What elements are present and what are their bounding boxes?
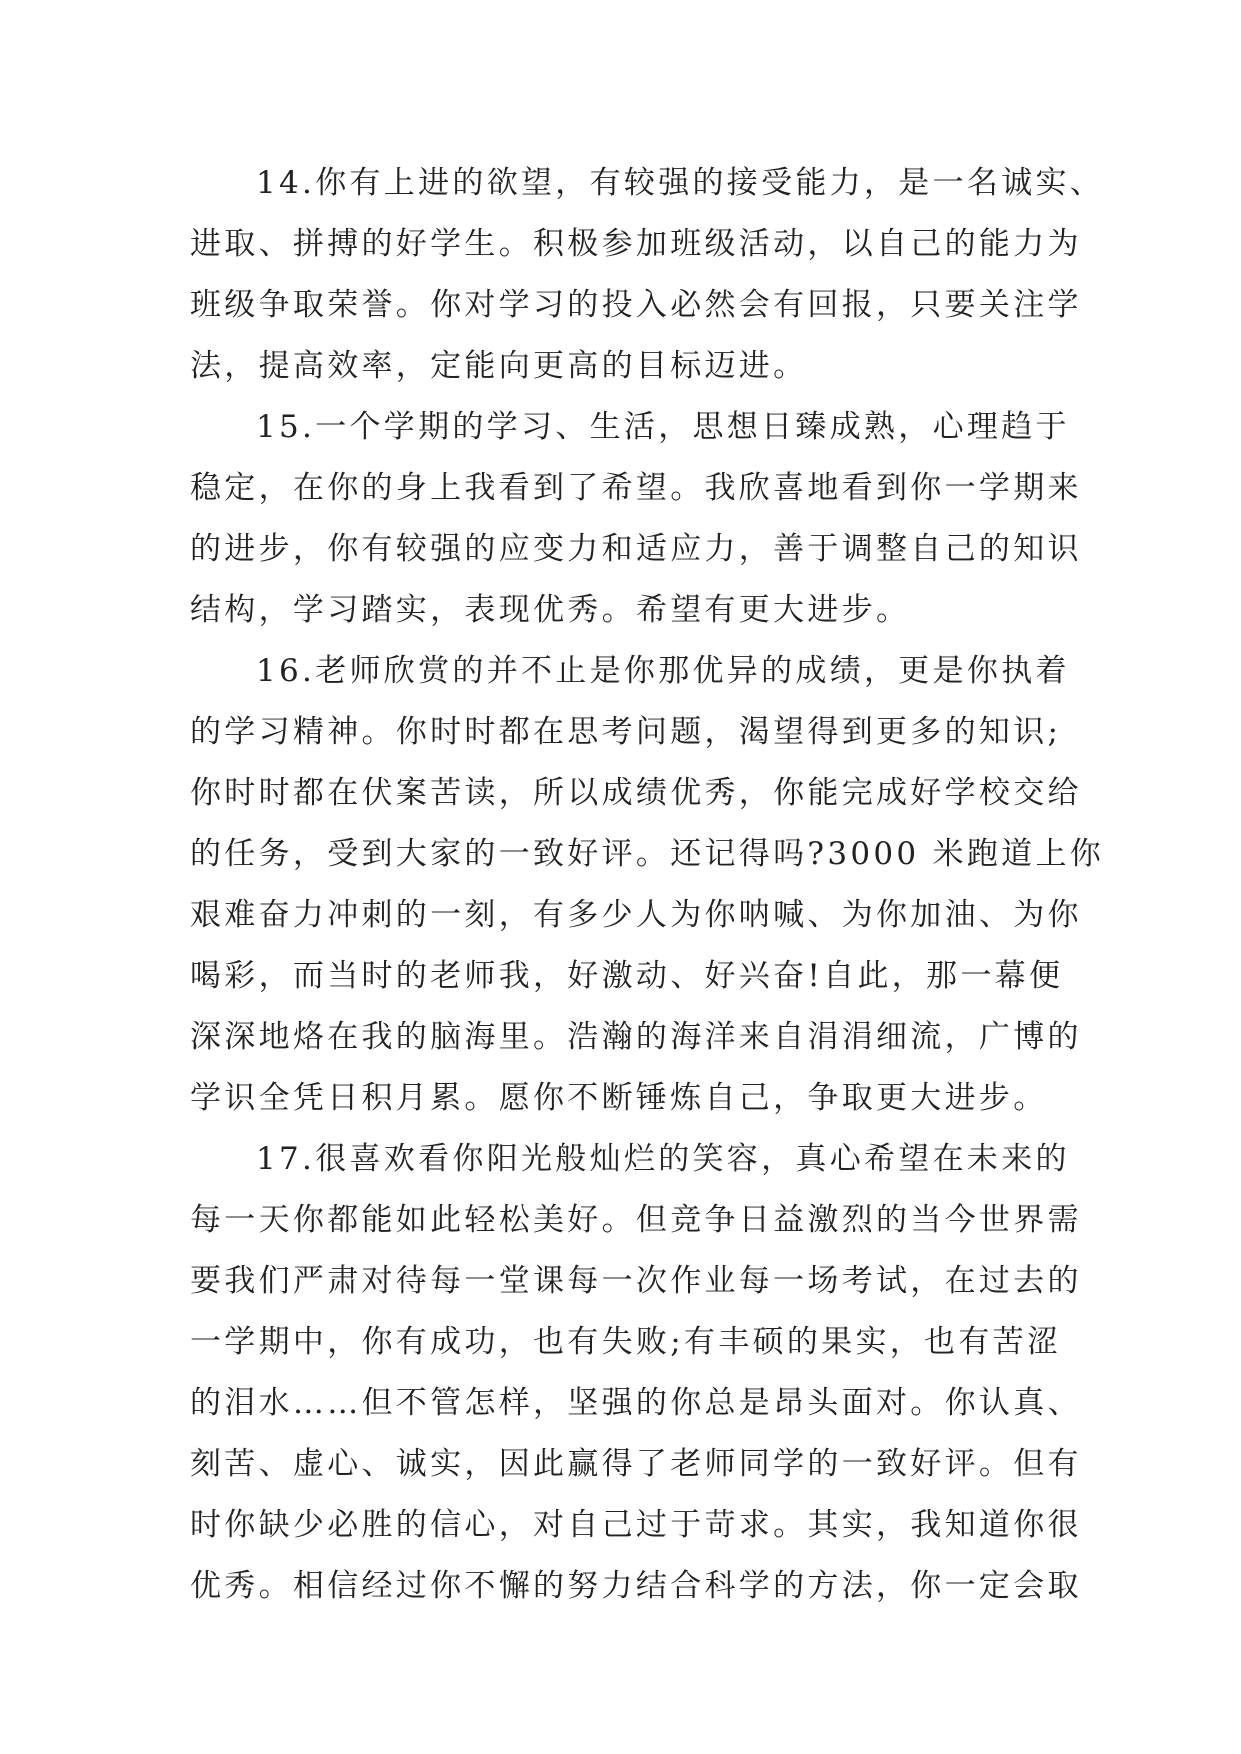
paragraph-14-line: 法，提高效率，定能向更高的目标迈进。	[190, 348, 808, 384]
paragraph-17-line: 的泪水……但不管怎样，坚强的你总是昂头面对。你认真、	[190, 1385, 1082, 1421]
paragraph-15-line: 稳定，在你的身上我看到了希望。我欣喜地看到你一学期来	[190, 470, 1082, 506]
paragraph-17-line: 一学期中，你有成功，也有失败;有丰硕的果实，也有苦涩	[190, 1324, 1062, 1360]
paragraph-16-line: 的任务，受到大家的一致好评。还记得吗?3000 米跑道上你	[190, 836, 1105, 872]
paragraph-16-line: 喝彩，而当时的老师我，好激动、好兴奋!自此，那一幕便	[190, 958, 1064, 994]
paragraph-17-line: 刻苦、虚心、诚实，因此赢得了老师同学的一致好评。但有	[190, 1446, 1082, 1482]
paragraph-17-line: 优秀。相信经过你不懈的努力结合科学的方法，你一定会取	[190, 1568, 1082, 1604]
paragraph-15-line: 15.一个学期的学习、生活，思想日臻成熟，心理趋于	[256, 409, 1070, 445]
paragraph-17-line: 每一天你都能如此轻松美好。但竞争日益激烈的当今世界需	[190, 1202, 1082, 1238]
paragraph-16-line: 学识全凭日积月累。愿你不断锤炼自己，争取更大进步。	[190, 1080, 1048, 1116]
paragraph-16-line: 的学习精神。你时时都在思考问题，渴望得到更多的知识;	[190, 714, 1062, 750]
paragraph-17-line: 时你缺少必胜的信心，对自己过于苛求。其实，我知道你很	[190, 1507, 1082, 1543]
paragraph-14-line: 14.你有上进的欲望，有较强的接受能力，是一名诚实、	[256, 165, 1105, 201]
paragraph-14-line: 班级争取荣誉。你对学习的投入必然会有回报，只要关注学	[190, 287, 1082, 323]
paragraph-15-line: 结构，学习踏实，表现优秀。希望有更大进步。	[190, 592, 911, 628]
paragraph-15-line: 的进步，你有较强的应变力和适应力，善于调整自己的知识	[190, 531, 1082, 567]
paragraph-16-line: 深深地烙在我的脑海里。浩瀚的海洋来自涓涓细流，广博的	[190, 1019, 1082, 1055]
paragraph-16-line: 你时时都在伏案苦读，所以成绩优秀，你能完成好学校交给	[190, 775, 1082, 811]
document-body	[190, 153, 1105, 1617]
paragraph-16-line: 16.老师欣赏的并不止是你那优异的成绩，更是你执着	[256, 653, 1070, 689]
paragraph-17-line: 要我们严肃对待每一堂课每一次作业每一场考试，在过去的	[190, 1263, 1082, 1299]
paragraph-17-line: 17.很喜欢看你阳光般灿烂的笑容，真心希望在未来的	[256, 1141, 1070, 1177]
paragraph-14-line: 进取、拼搏的好学生。积极参加班级活动，以自己的能力为	[190, 226, 1082, 262]
paragraph-16-line: 艰难奋力冲刺的一刻，有多少人为你呐喊、为你加油、为你	[190, 897, 1082, 933]
